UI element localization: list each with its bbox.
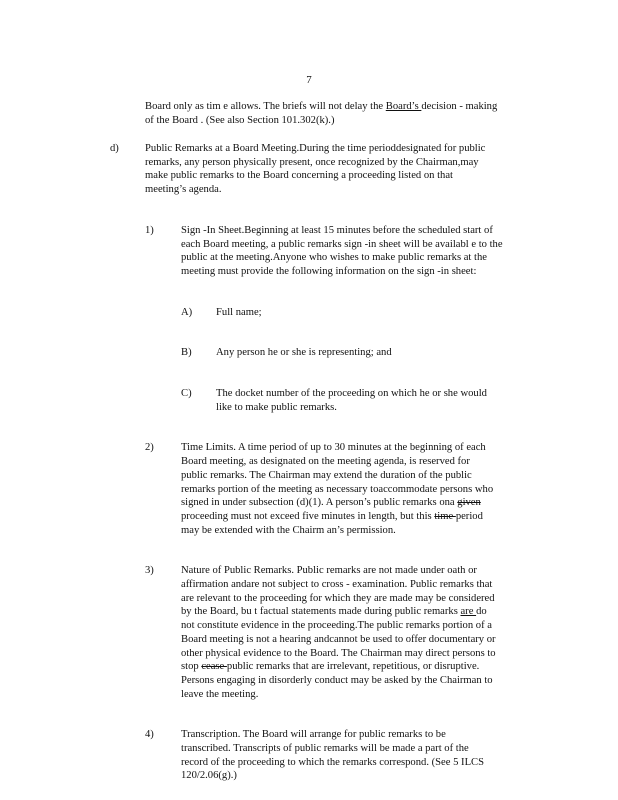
- item-line: may be extended with the Chairm an’s permission.: [181, 524, 396, 536]
- section-line: make public remarks to the Board concerning a proceeding listed on that: [145, 170, 453, 182]
- item-label: 2): [145, 442, 154, 454]
- section-label: d): [110, 143, 119, 154]
- item-line: meeting must provide the following information on the sign -in sheet:: [181, 265, 477, 277]
- item-line: Persons engaging in disorderly conduct may be asked by the Chairman to: [181, 674, 493, 686]
- section-line: remarks, any person physically present, once recognized by the Chairman,may: [145, 156, 479, 168]
- item-line: not constitute evidence in the proceeding.The public remarks portion of a: [181, 620, 492, 632]
- subitem-line: Any person he or she is representing; and: [216, 347, 392, 359]
- subitem-label: B): [181, 347, 192, 359]
- item-line: public at the meeting.Anyone who wishes to make public remarks at the: [181, 252, 487, 264]
- item-line: record of the proceeding to which the remarks correspond. (See 5 ILCS: [181, 756, 484, 768]
- subitem-line: The docket number of the proceeding on which he or she would: [216, 388, 487, 399]
- item-line: Board meeting, as designated on the meeting agenda, is reserved for: [181, 456, 470, 468]
- item-label: 3): [145, 565, 154, 577]
- item-line: leave the meeting.: [181, 688, 259, 700]
- item-line: other physical evidence to the Board. The Chairman may direct persons to: [181, 647, 496, 659]
- item-line: proceeding must not exceed five minutes in length, but this time period: [181, 510, 483, 522]
- section-line: meeting’s agenda.: [145, 184, 222, 196]
- subitem-label: C): [181, 388, 192, 399]
- item-line: Nature of Public Remarks. Public remarks are not made under oath or: [181, 565, 477, 577]
- page-number: 7: [306, 74, 312, 86]
- section-line: Public Remarks at a Board Meeting.During the time perioddesignated for public: [145, 143, 486, 154]
- subitem-line: Full name;: [216, 306, 262, 318]
- item-line: signed in under subsection (d)(1). A person’s public remarks ona given: [181, 497, 481, 509]
- item-line: public remarks. The Chairman may extend the duration of the public: [181, 469, 472, 481]
- item-line: Board meeting is not a hearing andcannot be used to offer documentary or: [181, 633, 496, 645]
- item-label: 4): [145, 729, 154, 741]
- continuation-line: of the Board . (See also Section 101.302(k).): [145, 114, 335, 126]
- item-label: 1): [145, 224, 154, 236]
- item-line: by the Board, bu t factual statements made during public remarks are do: [181, 606, 487, 618]
- item-line: each Board meeting, a public remarks sign -in sheet will be availabl e to the: [181, 238, 503, 250]
- item-line: remarks portion of the meeting as necessary toaccommodate persons who: [181, 483, 494, 495]
- item-line: stop cease public remarks that are irrelevant, repetitious, or disruptive.: [181, 661, 480, 673]
- item-line: 120/2.06(g).): [181, 770, 237, 782]
- item-line: transcribed. Transcripts of public remarks will be made a part of the: [181, 743, 469, 754]
- subitem-label: A): [181, 306, 193, 318]
- subitem-line: like to make public remarks.: [216, 401, 337, 413]
- continuation-line: Board only as tim e allows. The briefs will not delay the Board’s decision - making: [145, 101, 498, 112]
- item-line: Time Limits. A time period of up to 30 minutes at the beginning of each: [181, 442, 486, 454]
- item-line: Sign -In Sheet.Beginning at least 15 minutes before the scheduled start of: [181, 224, 493, 236]
- item-line: affirmation andare not subject to cross - examination. Public remarks that: [181, 579, 493, 590]
- item-line: Transcription. The Board will arrange for public remarks to be: [181, 729, 446, 741]
- item-line: are relevant to the proceeding for which they are made may be considered: [181, 592, 495, 604]
